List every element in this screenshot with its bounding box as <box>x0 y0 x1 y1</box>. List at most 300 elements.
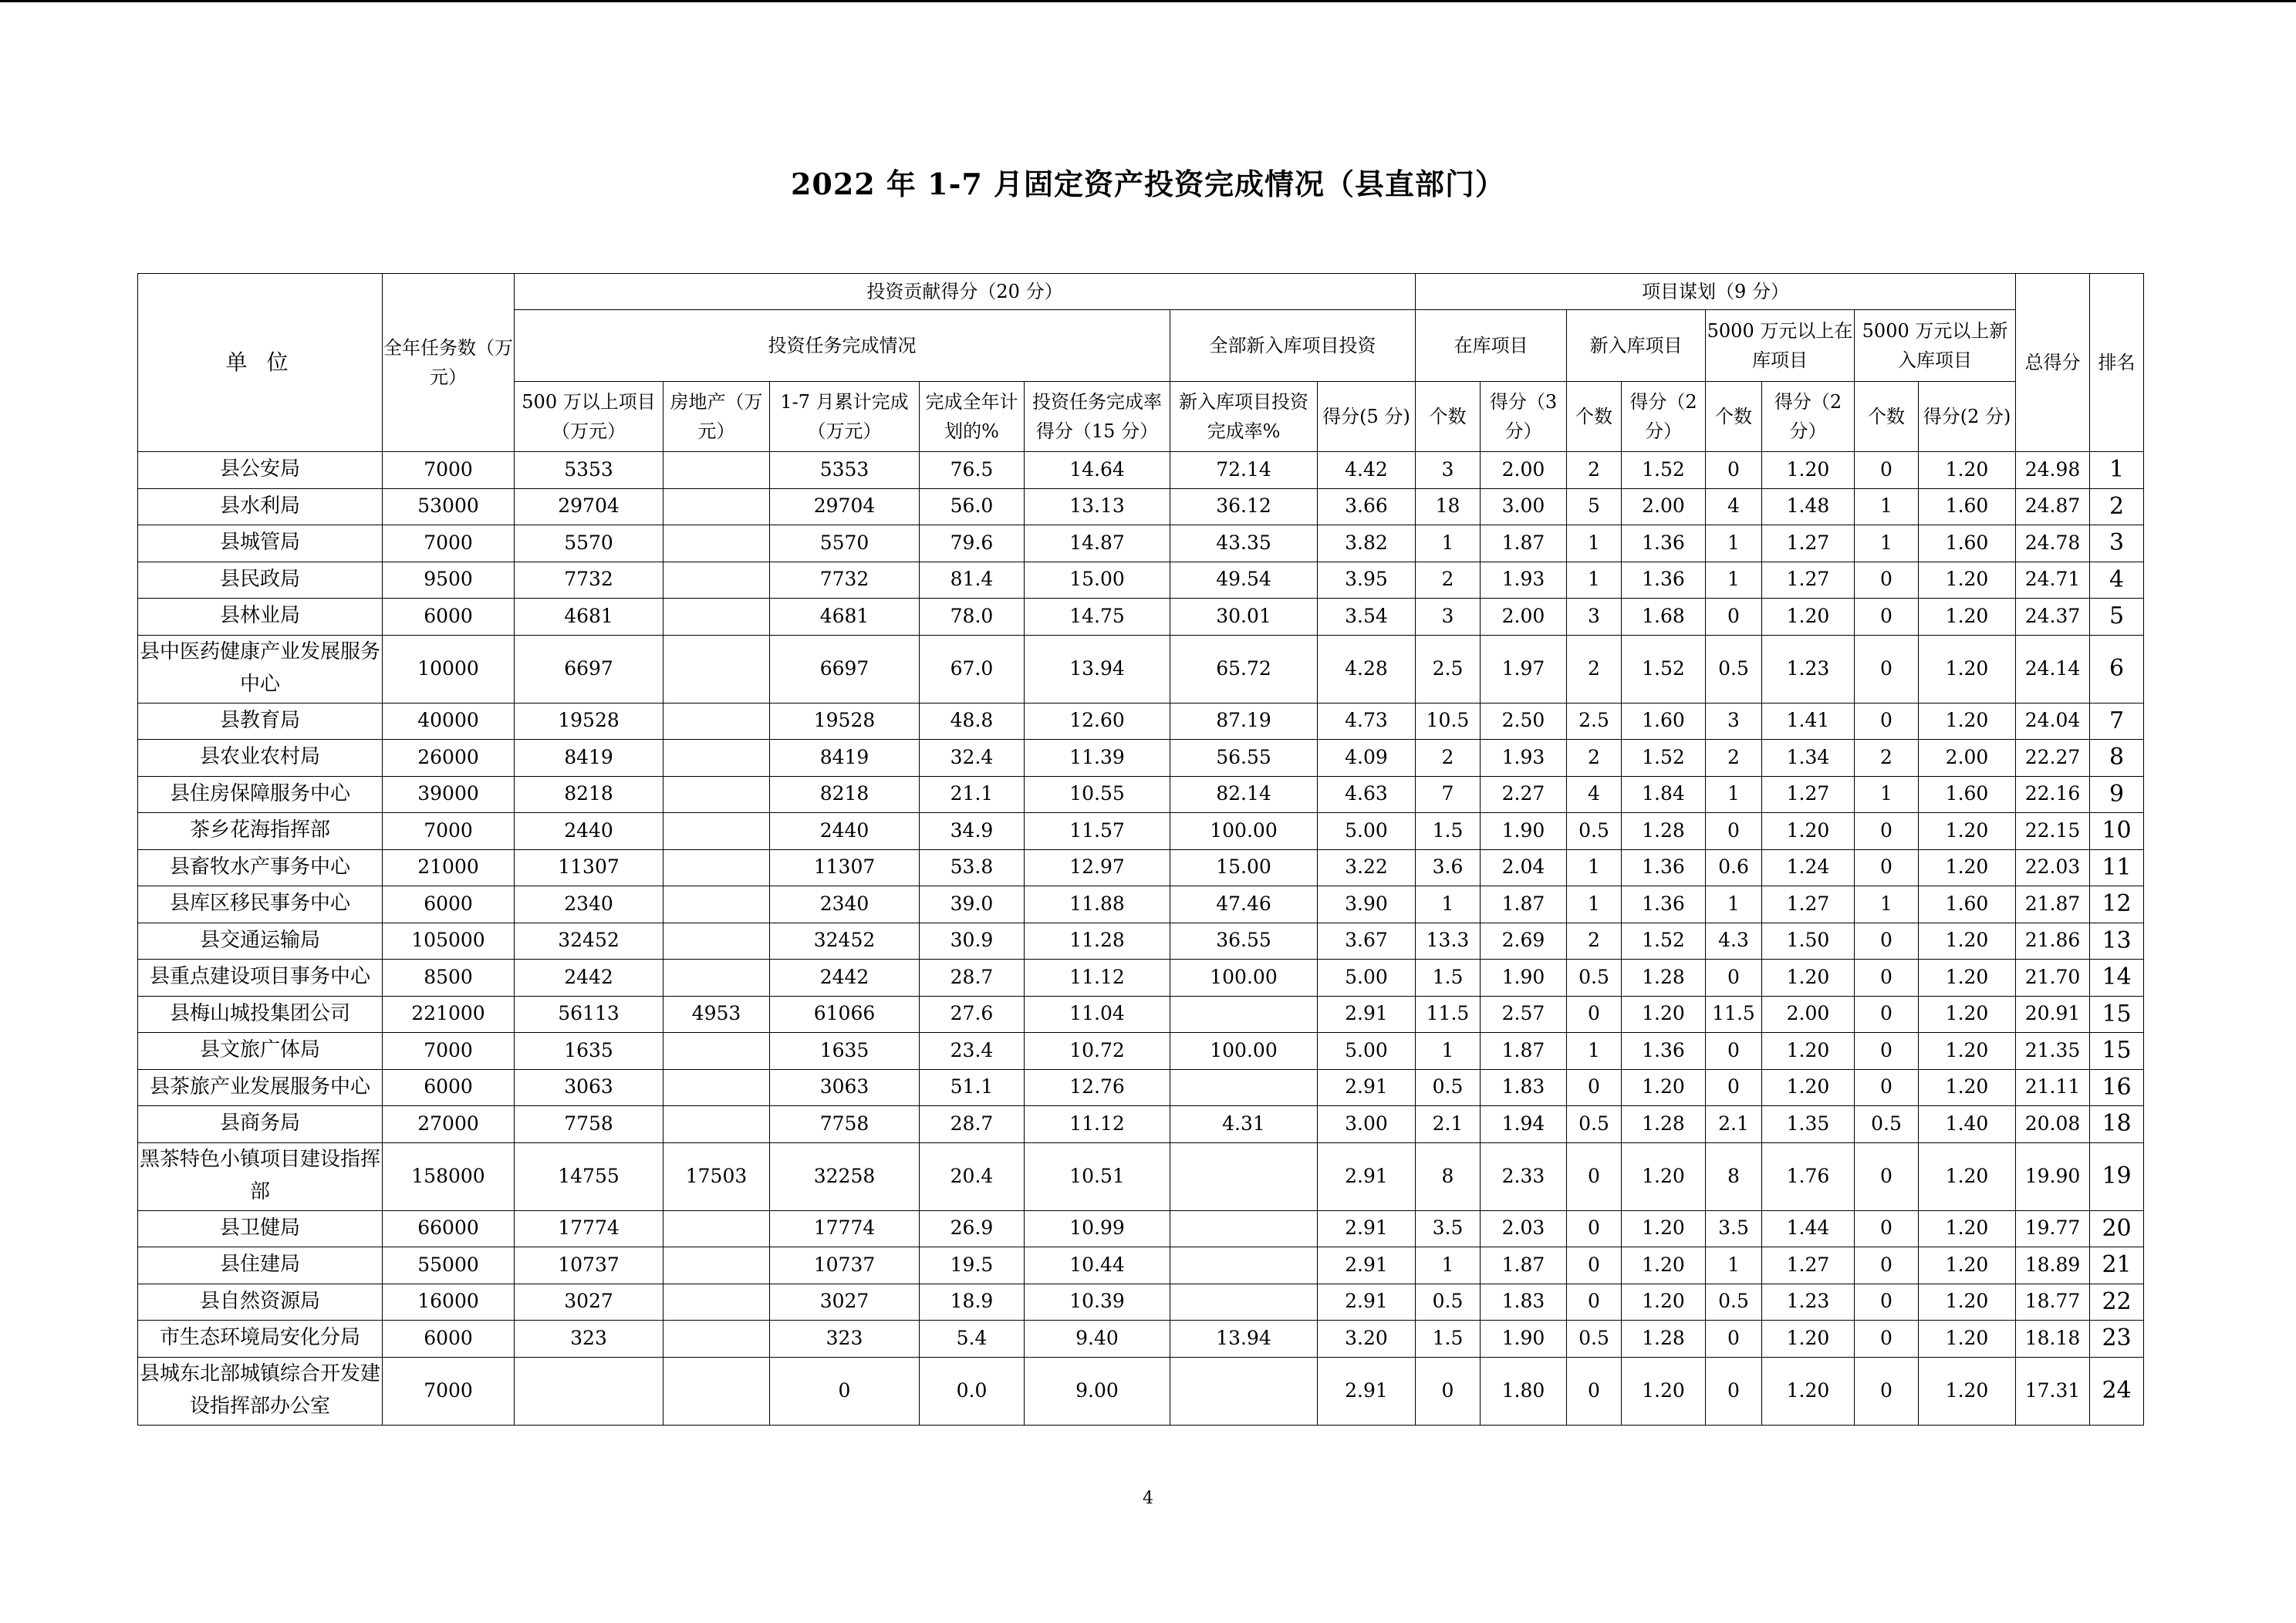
cell-plan-pct: 56.0 <box>920 488 1025 525</box>
cell-new-project-score: 3.66 <box>1318 488 1416 525</box>
table-row <box>138 1210 2144 1247</box>
cell-real-estate <box>663 1033 770 1070</box>
cell-over5000-new-count: 0 <box>1855 599 1919 636</box>
table-row <box>138 703 2144 740</box>
cell-new-project-score: 4.63 <box>1318 776 1416 813</box>
cell-over5000-new-score: 1.20 <box>1919 452 2016 489</box>
cell-total-score: 22.03 <box>2016 849 2090 886</box>
cell-over5000-new-count: 0 <box>1855 452 1919 489</box>
cell-plan-pct: 0.0 <box>920 1357 1025 1425</box>
cell-new-project-rate <box>1170 1247 1318 1284</box>
cell-new-project-score: 4.09 <box>1318 740 1416 777</box>
cell-over500-projects: 3063 <box>515 1069 663 1106</box>
cell-over500-projects: 32452 <box>515 923 663 960</box>
cell-over5000-in-db-score: 1.27 <box>1762 1247 1855 1284</box>
cell-rank: 3 <box>2090 525 2144 562</box>
table-row <box>138 1033 2144 1070</box>
table-row <box>138 960 2144 997</box>
cell-cumulative: 7758 <box>770 1106 920 1143</box>
cell-unit: 县交通运输局 <box>138 923 383 960</box>
header-col-score-over5000-in-db: 得分（2 分） <box>1762 382 1855 452</box>
cell-rank: 15 <box>2090 996 2144 1033</box>
header-col-new-score: 得分(5 分) <box>1318 382 1416 452</box>
cell-over5000-in-db-count: 0.6 <box>1706 849 1762 886</box>
header-col-score-over5000-new: 得分(2 分) <box>1919 382 2016 452</box>
cell-in-db-count: 8 <box>1416 1142 1481 1210</box>
cell-over5000-new-count: 0 <box>1855 1357 1919 1425</box>
cell-new-db-count: 1 <box>1567 525 1622 562</box>
cell-in-db-score: 2.04 <box>1481 849 1567 886</box>
cell-task-score: 14.87 <box>1025 525 1170 562</box>
cell-cumulative: 3063 <box>770 1069 920 1106</box>
table-header <box>138 274 2144 452</box>
cell-cumulative: 6697 <box>770 635 920 703</box>
cell-rank: 8 <box>2090 740 2144 777</box>
cell-in-db-score: 1.80 <box>1481 1357 1567 1425</box>
cell-new-project-rate: 13.94 <box>1170 1321 1318 1358</box>
cell-over500-projects: 19528 <box>515 703 663 740</box>
cell-total-score: 21.70 <box>2016 960 2090 997</box>
cell-cumulative: 10737 <box>770 1247 920 1284</box>
cell-cumulative: 4681 <box>770 599 920 636</box>
cell-in-db-count: 13.3 <box>1416 923 1481 960</box>
cell-cumulative: 8218 <box>770 776 920 813</box>
cell-task-score: 11.28 <box>1025 923 1170 960</box>
cell-over5000-new-score: 1.20 <box>1919 1033 2016 1070</box>
cell-over500-projects: 5353 <box>515 452 663 489</box>
cell-plan-pct: 53.8 <box>920 849 1025 886</box>
cell-new-db-count: 2 <box>1567 635 1622 703</box>
cell-annual-task: 6000 <box>383 1069 515 1106</box>
cell-in-db-score: 1.90 <box>1481 960 1567 997</box>
cell-over5000-in-db-score: 1.20 <box>1762 1069 1855 1106</box>
document-title: 2022 年 1-7 月固定资产投资完成情况（县直部门） <box>790 167 1506 201</box>
table-row <box>138 452 2144 489</box>
cell-in-db-count: 1 <box>1416 1033 1481 1070</box>
cell-over5000-in-db-score: 1.20 <box>1762 452 1855 489</box>
cell-total-score: 18.18 <box>2016 1321 2090 1358</box>
cell-over5000-new-score: 1.20 <box>1919 1284 2016 1321</box>
cell-cumulative: 32258 <box>770 1142 920 1210</box>
cell-cumulative: 17774 <box>770 1210 920 1247</box>
cell-in-db-score: 1.93 <box>1481 562 1567 599</box>
cell-plan-pct: 34.9 <box>920 813 1025 850</box>
cell-over500-projects: 2340 <box>515 886 663 923</box>
cell-new-db-score: 1.36 <box>1622 525 1706 562</box>
cell-real-estate <box>663 635 770 703</box>
cell-over500-projects: 3027 <box>515 1284 663 1321</box>
table-row <box>138 849 2144 886</box>
cell-in-db-count: 18 <box>1416 488 1481 525</box>
cell-rank: 16 <box>2090 1069 2144 1106</box>
cell-over5000-in-db-count: 3.5 <box>1706 1210 1762 1247</box>
cell-in-db-score: 1.94 <box>1481 1106 1567 1143</box>
cell-annual-task: 8500 <box>383 960 515 997</box>
cell-cumulative: 3027 <box>770 1284 920 1321</box>
cell-cumulative: 8419 <box>770 740 920 777</box>
cell-annual-task: 158000 <box>383 1142 515 1210</box>
cell-annual-task: 21000 <box>383 849 515 886</box>
cell-total-score: 22.27 <box>2016 740 2090 777</box>
cell-over5000-new-score: 1.60 <box>1919 525 2016 562</box>
table-row <box>138 1247 2144 1284</box>
header-contribution-group: 投资贡献得分（20 分） <box>515 274 1416 310</box>
cell-in-db-count: 10.5 <box>1416 703 1481 740</box>
cell-unit: 县自然资源局 <box>138 1284 383 1321</box>
cell-plan-pct: 5.4 <box>920 1321 1025 1358</box>
cell-new-project-rate: 4.31 <box>1170 1106 1318 1143</box>
cell-real-estate: 4953 <box>663 996 770 1033</box>
cell-rank: 12 <box>2090 886 2144 923</box>
cell-over5000-in-db-count: 8 <box>1706 1142 1762 1210</box>
cell-over5000-new-count: 0 <box>1855 1210 1919 1247</box>
table-row <box>138 1321 2144 1358</box>
cell-cumulative: 7732 <box>770 562 920 599</box>
table-row <box>138 1106 2144 1143</box>
table-row <box>138 1357 2144 1425</box>
cell-new-db-score: 1.28 <box>1622 1106 1706 1143</box>
cell-unit: 县卫健局 <box>138 1210 383 1247</box>
cell-in-db-count: 3 <box>1416 452 1481 489</box>
cell-over5000-new-count: 0 <box>1855 1284 1919 1321</box>
cell-real-estate <box>663 488 770 525</box>
cell-new-db-score: 1.20 <box>1622 996 1706 1033</box>
cell-over5000-in-db-score: 1.48 <box>1762 488 1855 525</box>
cell-over5000-new-score: 1.60 <box>1919 488 2016 525</box>
cell-real-estate <box>663 776 770 813</box>
cell-new-project-score: 3.67 <box>1318 923 1416 960</box>
cell-over5000-new-score: 1.20 <box>1919 923 2016 960</box>
cell-new-db-count: 5 <box>1567 488 1622 525</box>
cell-task-score: 13.13 <box>1025 488 1170 525</box>
cell-in-db-count: 7 <box>1416 776 1481 813</box>
cell-annual-task: 39000 <box>383 776 515 813</box>
cell-new-project-rate <box>1170 1357 1318 1425</box>
cell-new-project-rate: 100.00 <box>1170 813 1318 850</box>
cell-over5000-new-score: 1.20 <box>1919 960 2016 997</box>
cell-new-db-score: 1.52 <box>1622 923 1706 960</box>
cell-task-score: 11.57 <box>1025 813 1170 850</box>
header-unit: 单 位 <box>138 274 383 452</box>
cell-plan-pct: 79.6 <box>920 525 1025 562</box>
cell-annual-task: 16000 <box>383 1284 515 1321</box>
cell-unit: 县城管局 <box>138 525 383 562</box>
table-row <box>138 740 2144 777</box>
cell-in-db-score: 1.97 <box>1481 635 1567 703</box>
table-row <box>138 525 2144 562</box>
cell-over5000-in-db-score: 1.27 <box>1762 562 1855 599</box>
cell-in-db-count: 1.5 <box>1416 813 1481 850</box>
cell-plan-pct: 18.9 <box>920 1284 1025 1321</box>
cell-total-score: 22.16 <box>2016 776 2090 813</box>
cell-over5000-new-score: 1.20 <box>1919 562 2016 599</box>
cell-new-db-count: 1 <box>1567 849 1622 886</box>
cell-over5000-new-count: 1 <box>1855 488 1919 525</box>
cell-task-score: 14.64 <box>1025 452 1170 489</box>
cell-over5000-in-db-count: 2 <box>1706 740 1762 777</box>
cell-over5000-in-db-score: 1.20 <box>1762 813 1855 850</box>
cell-new-project-rate: 49.54 <box>1170 562 1318 599</box>
cell-annual-task: 6000 <box>383 1321 515 1358</box>
cell-annual-task: 10000 <box>383 635 515 703</box>
cell-total-score: 21.35 <box>2016 1033 2090 1070</box>
cell-over5000-new-count: 0 <box>1855 703 1919 740</box>
cell-over5000-in-db-count: 0 <box>1706 1033 1762 1070</box>
cell-in-db-count: 1 <box>1416 1247 1481 1284</box>
cell-new-project-score: 2.91 <box>1318 1210 1416 1247</box>
cell-in-db-count: 0.5 <box>1416 1284 1481 1321</box>
cell-over5000-in-db-count: 1 <box>1706 886 1762 923</box>
table-row <box>138 635 2144 703</box>
cell-annual-task: 7000 <box>383 813 515 850</box>
cell-cumulative: 0 <box>770 1357 920 1425</box>
cell-total-score: 24.71 <box>2016 562 2090 599</box>
cell-over5000-new-count: 1 <box>1855 525 1919 562</box>
header-task-completion-group: 投资任务完成情况 <box>515 310 1170 382</box>
cell-over5000-new-score: 1.20 <box>1919 1357 2016 1425</box>
cell-new-db-score: 1.60 <box>1622 703 1706 740</box>
cell-in-db-score: 1.87 <box>1481 1033 1567 1070</box>
cell-new-db-score: 1.52 <box>1622 452 1706 489</box>
cell-over500-projects <box>515 1357 663 1425</box>
cell-over5000-in-db-score: 1.35 <box>1762 1106 1855 1143</box>
cell-over5000-new-score: 1.20 <box>1919 1321 2016 1358</box>
cell-over5000-in-db-score: 1.76 <box>1762 1142 1855 1210</box>
cell-cumulative: 5353 <box>770 452 920 489</box>
cell-over5000-in-db-score: 1.20 <box>1762 960 1855 997</box>
cell-plan-pct: 30.9 <box>920 923 1025 960</box>
cell-over5000-in-db-score: 1.41 <box>1762 703 1855 740</box>
cell-new-db-score: 1.36 <box>1622 562 1706 599</box>
cell-rank: 22 <box>2090 1284 2144 1321</box>
cell-total-score: 20.08 <box>2016 1106 2090 1143</box>
cell-over5000-new-score: 1.20 <box>1919 1142 2016 1210</box>
cell-rank: 1 <box>2090 452 2144 489</box>
cell-over5000-new-count: 1 <box>1855 886 1919 923</box>
cell-over5000-in-db-score: 1.44 <box>1762 1210 1855 1247</box>
cell-unit: 县商务局 <box>138 1106 383 1143</box>
cell-over5000-new-score: 2.00 <box>1919 740 2016 777</box>
cell-real-estate <box>663 1210 770 1247</box>
cell-annual-task: 40000 <box>383 703 515 740</box>
cell-unit: 县水利局 <box>138 488 383 525</box>
cell-over500-projects: 5570 <box>515 525 663 562</box>
cell-in-db-count: 3 <box>1416 599 1481 636</box>
cell-real-estate <box>663 1321 770 1358</box>
cell-over5000-new-score: 1.20 <box>1919 1069 2016 1106</box>
cell-new-project-score: 2.91 <box>1318 1284 1416 1321</box>
cell-total-score: 17.31 <box>2016 1357 2090 1425</box>
cell-new-project-rate: 43.35 <box>1170 525 1318 562</box>
cell-new-db-score: 1.20 <box>1622 1210 1706 1247</box>
cell-new-db-count: 1 <box>1567 1033 1622 1070</box>
cell-task-score: 11.12 <box>1025 960 1170 997</box>
cell-plan-pct: 48.8 <box>920 703 1025 740</box>
cell-plan-pct: 32.4 <box>920 740 1025 777</box>
cell-plan-pct: 67.0 <box>920 635 1025 703</box>
cell-new-db-score: 1.68 <box>1622 599 1706 636</box>
header-new-project-group: 全部新入库项目投资 <box>1170 310 1416 382</box>
cell-new-db-count: 0.5 <box>1567 960 1622 997</box>
cell-new-db-count: 0 <box>1567 1247 1622 1284</box>
cell-total-score: 19.90 <box>2016 1142 2090 1210</box>
cell-new-project-score: 2.91 <box>1318 1142 1416 1210</box>
cell-over500-projects: 17774 <box>515 1210 663 1247</box>
cell-new-db-score: 1.36 <box>1622 849 1706 886</box>
cell-new-db-count: 0 <box>1567 1142 1622 1210</box>
cell-new-db-count: 2 <box>1567 740 1622 777</box>
cell-annual-task: 66000 <box>383 1210 515 1247</box>
cell-task-score: 12.76 <box>1025 1069 1170 1106</box>
cell-unit: 县住建局 <box>138 1247 383 1284</box>
cell-rank: 11 <box>2090 849 2144 886</box>
cell-real-estate <box>663 813 770 850</box>
cell-cumulative: 29704 <box>770 488 920 525</box>
cell-plan-pct: 19.5 <box>920 1247 1025 1284</box>
cell-new-project-score: 2.91 <box>1318 1247 1416 1284</box>
cell-total-score: 18.89 <box>2016 1247 2090 1284</box>
page-top-border <box>0 0 2296 2</box>
cell-cumulative: 2442 <box>770 960 920 997</box>
cell-over5000-new-score: 1.60 <box>1919 776 2016 813</box>
cell-total-score: 24.98 <box>2016 452 2090 489</box>
cell-over5000-new-count: 1 <box>1855 776 1919 813</box>
cell-over5000-in-db-count: 0 <box>1706 452 1762 489</box>
cell-over5000-in-db-score: 1.20 <box>1762 1357 1855 1425</box>
cell-new-db-count: 2.5 <box>1567 703 1622 740</box>
cell-over5000-in-db-count: 4 <box>1706 488 1762 525</box>
cell-over5000-new-score: 1.60 <box>1919 886 2016 923</box>
cell-new-db-count: 1 <box>1567 886 1622 923</box>
cell-cumulative: 11307 <box>770 849 920 886</box>
cell-new-db-score: 1.20 <box>1622 1142 1706 1210</box>
cell-in-db-score: 2.50 <box>1481 703 1567 740</box>
cell-unit: 县重点建设项目事务中心 <box>138 960 383 997</box>
cell-over5000-new-count: 0 <box>1855 960 1919 997</box>
header-over5000-new-group: 5000 万元以上新入库项目 <box>1855 310 2016 382</box>
cell-over5000-in-db-score: 1.20 <box>1762 1033 1855 1070</box>
cell-new-project-score: 3.95 <box>1318 562 1416 599</box>
cell-in-db-score: 1.83 <box>1481 1069 1567 1106</box>
cell-over500-projects: 29704 <box>515 488 663 525</box>
table-row <box>138 488 2144 525</box>
cell-cumulative: 1635 <box>770 1033 920 1070</box>
cell-in-db-score: 2.00 <box>1481 599 1567 636</box>
header-col-pct: 完成全年计划的% <box>920 382 1025 452</box>
cell-real-estate <box>663 599 770 636</box>
page-number: 4 <box>1143 1489 1153 1508</box>
cell-real-estate <box>663 1284 770 1321</box>
cell-task-score: 10.39 <box>1025 1284 1170 1321</box>
cell-over5000-in-db-count: 1 <box>1706 562 1762 599</box>
cell-over5000-new-count: 0.5 <box>1855 1106 1919 1143</box>
cell-rank: 14 <box>2090 960 2144 997</box>
cell-rank: 6 <box>2090 635 2144 703</box>
cell-over5000-new-count: 0 <box>1855 1247 1919 1284</box>
cell-over5000-in-db-count: 3 <box>1706 703 1762 740</box>
cell-in-db-score: 2.69 <box>1481 923 1567 960</box>
cell-over5000-new-count: 0 <box>1855 635 1919 703</box>
cell-task-score: 15.00 <box>1025 562 1170 599</box>
cell-total-score: 24.37 <box>2016 599 2090 636</box>
cell-over5000-new-count: 0 <box>1855 1069 1919 1106</box>
cell-annual-task: 27000 <box>383 1106 515 1143</box>
cell-new-project-rate: 36.12 <box>1170 488 1318 525</box>
cell-new-db-score: 1.84 <box>1622 776 1706 813</box>
cell-rank: 15 <box>2090 1033 2144 1070</box>
cell-over500-projects: 8419 <box>515 740 663 777</box>
header-col-score-new-db: 得分（2 分） <box>1622 382 1706 452</box>
table-row <box>138 1142 2144 1210</box>
cell-real-estate: 17503 <box>663 1142 770 1210</box>
cell-new-db-count: 0 <box>1567 1357 1622 1425</box>
cell-over500-projects: 8218 <box>515 776 663 813</box>
cell-over500-projects: 1635 <box>515 1033 663 1070</box>
cell-real-estate <box>663 703 770 740</box>
cell-unit: 县教育局 <box>138 703 383 740</box>
cell-new-db-count: 0.5 <box>1567 1106 1622 1143</box>
cell-over5000-in-db-score: 1.27 <box>1762 525 1855 562</box>
cell-real-estate <box>663 525 770 562</box>
cell-over5000-new-count: 2 <box>1855 740 1919 777</box>
cell-task-score: 9.40 <box>1025 1321 1170 1358</box>
cell-over500-projects: 2440 <box>515 813 663 850</box>
cell-total-score: 24.78 <box>2016 525 2090 562</box>
cell-over5000-in-db-count: 0 <box>1706 1321 1762 1358</box>
cell-rank: 13 <box>2090 923 2144 960</box>
header-annual-task: 全年任务数（万元） <box>383 274 515 452</box>
cell-annual-task: 6000 <box>383 886 515 923</box>
cell-over5000-in-db-score: 1.34 <box>1762 740 1855 777</box>
cell-total-score: 18.77 <box>2016 1284 2090 1321</box>
cell-cumulative: 32452 <box>770 923 920 960</box>
cell-total-score: 24.04 <box>2016 703 2090 740</box>
cell-new-project-rate <box>1170 1210 1318 1247</box>
cell-task-score: 9.00 <box>1025 1357 1170 1425</box>
table-row <box>138 886 2144 923</box>
cell-in-db-score: 2.03 <box>1481 1210 1567 1247</box>
cell-over5000-in-db-score: 1.27 <box>1762 886 1855 923</box>
cell-new-project-score: 5.00 <box>1318 960 1416 997</box>
cell-new-db-count: 0.5 <box>1567 1321 1622 1358</box>
cell-annual-task: 9500 <box>383 562 515 599</box>
cell-unit: 县住房保障服务中心 <box>138 776 383 813</box>
cell-unit: 县民政局 <box>138 562 383 599</box>
cell-unit: 县农业农村局 <box>138 740 383 777</box>
cell-over5000-in-db-score: 1.24 <box>1762 849 1855 886</box>
cell-new-project-score: 3.22 <box>1318 849 1416 886</box>
header-col-500: 500 万以上项目（万元） <box>515 382 663 452</box>
cell-real-estate <box>663 452 770 489</box>
cell-over500-projects: 323 <box>515 1321 663 1358</box>
cell-unit: 县茶旅产业发展服务中心 <box>138 1069 383 1106</box>
cell-real-estate <box>663 1247 770 1284</box>
cell-in-db-score: 2.33 <box>1481 1142 1567 1210</box>
cell-over500-projects: 56113 <box>515 996 663 1033</box>
table-row <box>138 562 2144 599</box>
cell-rank: 20 <box>2090 1210 2144 1247</box>
cell-unit: 县城东北部城镇综合开发建设指挥部办公室 <box>138 1357 383 1425</box>
cell-in-db-score: 1.87 <box>1481 525 1567 562</box>
cell-over5000-in-db-score: 2.00 <box>1762 996 1855 1033</box>
cell-over500-projects: 6697 <box>515 635 663 703</box>
cell-over5000-in-db-count: 4.3 <box>1706 923 1762 960</box>
cell-over5000-new-score: 1.20 <box>1919 599 2016 636</box>
cell-over5000-new-score: 1.20 <box>1919 1210 2016 1247</box>
cell-task-score: 14.75 <box>1025 599 1170 636</box>
cell-new-db-score: 1.52 <box>1622 740 1706 777</box>
cell-total-score: 21.86 <box>2016 923 2090 960</box>
